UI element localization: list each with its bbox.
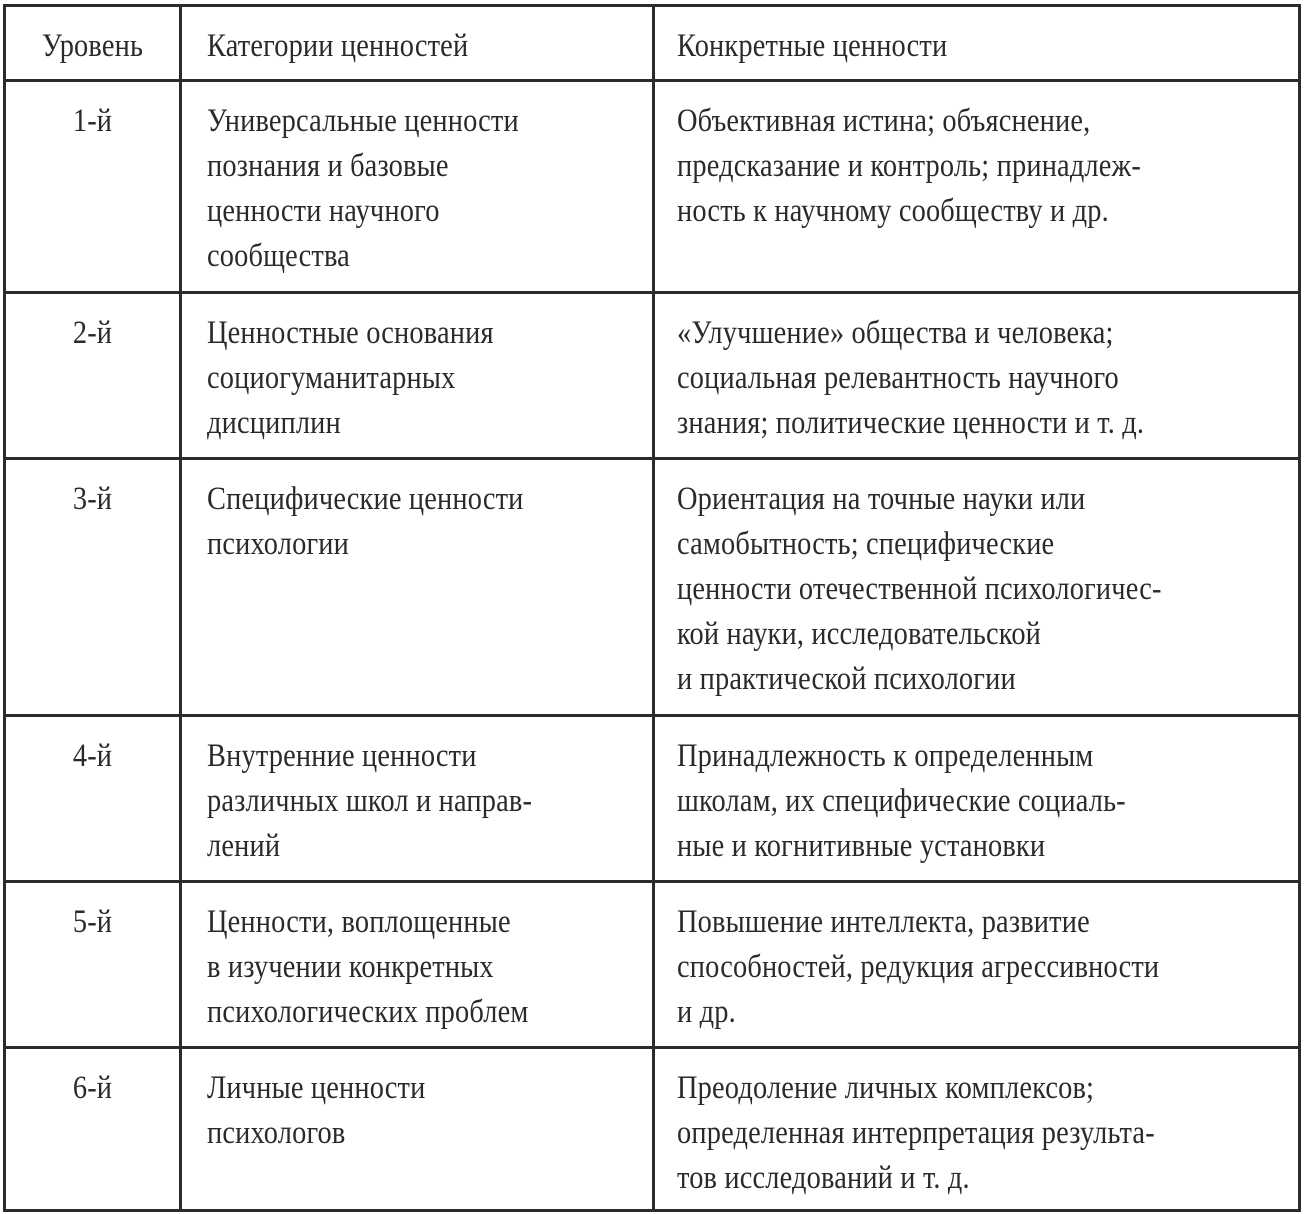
category-cell bbox=[182, 82, 655, 291]
values-cell bbox=[655, 883, 1298, 1046]
category-text-line: Ценностные основания bbox=[207, 315, 494, 351]
level-label: 5-й bbox=[72, 904, 113, 940]
table-row bbox=[6, 714, 1298, 880]
category-text-line: психологии bbox=[207, 526, 349, 562]
values-text-line: Принадлежность к определенным bbox=[677, 738, 1094, 774]
category-text-line: психологических проблем bbox=[207, 994, 529, 1030]
level-cell bbox=[6, 460, 182, 714]
category-text-line: различных школ и направ- bbox=[207, 783, 533, 819]
category-text-line: ценности научного bbox=[207, 193, 440, 229]
table-row bbox=[6, 291, 1298, 457]
values-cell bbox=[655, 294, 1298, 457]
values-text-line: и др. bbox=[677, 994, 736, 1030]
values-text-line: Ориентация на точные науки или bbox=[677, 481, 1086, 517]
level-cell bbox=[6, 717, 182, 880]
level-label: 1-й bbox=[72, 103, 113, 139]
level-label: 6-й bbox=[72, 1070, 113, 1106]
category-cell bbox=[182, 883, 655, 1046]
category-text-line: Внутренние ценности bbox=[207, 738, 477, 774]
header-level-label: Уровень bbox=[41, 28, 144, 64]
values-text-line: и практической психологии bbox=[677, 661, 1016, 697]
values-text-line: определенная интерпретация результа- bbox=[677, 1115, 1155, 1151]
category-text-line: лений bbox=[207, 828, 281, 864]
values-text-line: ные и когнитивные установки bbox=[677, 828, 1046, 864]
category-text-line: Ценности, воплощенные bbox=[207, 904, 511, 940]
table-row bbox=[6, 1046, 1298, 1209]
category-text-line: психологов bbox=[207, 1115, 346, 1151]
category-cell bbox=[182, 460, 655, 714]
values-text-line: Преодоление личных комплексов; bbox=[677, 1070, 1095, 1106]
table-row bbox=[6, 79, 1298, 291]
values-cell bbox=[655, 82, 1298, 291]
values-text-line: «Улучшение» общества и человека; bbox=[677, 315, 1114, 351]
header-values-label: Конкретные ценности bbox=[677, 28, 948, 64]
table-row bbox=[6, 880, 1298, 1046]
category-text-line: социогуманитарных bbox=[207, 360, 456, 396]
values-text-line: Повышение интеллекта, развитие bbox=[677, 904, 1090, 940]
values-text-line: ценности отечественной психологичес- bbox=[677, 571, 1162, 607]
category-cell bbox=[182, 717, 655, 880]
level-label: 3-й bbox=[72, 481, 113, 517]
values-text-line: школам, их специфические социаль- bbox=[677, 783, 1126, 819]
values-text-line: ность к научному сообществу и др. bbox=[677, 193, 1109, 229]
category-cell bbox=[182, 294, 655, 457]
values-text-line: способностей, редукция агрессивности bbox=[677, 949, 1160, 985]
header-category bbox=[182, 7, 655, 79]
values-cell bbox=[655, 717, 1298, 880]
values-cell bbox=[655, 460, 1298, 714]
level-cell bbox=[6, 1049, 182, 1209]
header-level bbox=[6, 7, 182, 79]
category-text-line: познания и базовые bbox=[207, 148, 449, 184]
values-text-line: социальная релевантность научного bbox=[677, 360, 1119, 396]
values-text-line: самобытность; специфические bbox=[677, 526, 1055, 562]
level-cell bbox=[6, 883, 182, 1046]
category-text-line: Личные ценности bbox=[207, 1070, 426, 1106]
level-cell bbox=[6, 294, 182, 457]
level-cell bbox=[6, 82, 182, 291]
category-text-line: сообщества bbox=[207, 238, 350, 274]
level-label: 2-й bbox=[72, 315, 113, 351]
level-label: 4-й bbox=[72, 738, 113, 774]
header-values bbox=[655, 7, 1298, 79]
values-cell bbox=[655, 1049, 1298, 1209]
values-text-line: предсказание и контроль; принадлеж- bbox=[677, 148, 1141, 184]
values-text-line: Объективная истина; объяснение, bbox=[677, 103, 1091, 139]
category-cell bbox=[182, 1049, 655, 1209]
values-text-line: тов исследований и т. д. bbox=[677, 1160, 970, 1196]
category-text-line: в изучении конкретных bbox=[207, 949, 494, 985]
values-levels-table bbox=[3, 4, 1301, 1212]
category-text-line: дисциплин bbox=[207, 405, 341, 441]
table-row bbox=[6, 457, 1298, 714]
category-text-line: Специфические ценности bbox=[207, 481, 524, 517]
values-text-line: кой науки, исследовательской bbox=[677, 616, 1042, 652]
values-text-line: знания; политические ценности и т. д. bbox=[677, 405, 1145, 441]
table-header-row bbox=[6, 7, 1298, 79]
category-text-line: Универсальные ценности bbox=[207, 103, 519, 139]
header-category-label: Категории ценностей bbox=[207, 28, 469, 64]
